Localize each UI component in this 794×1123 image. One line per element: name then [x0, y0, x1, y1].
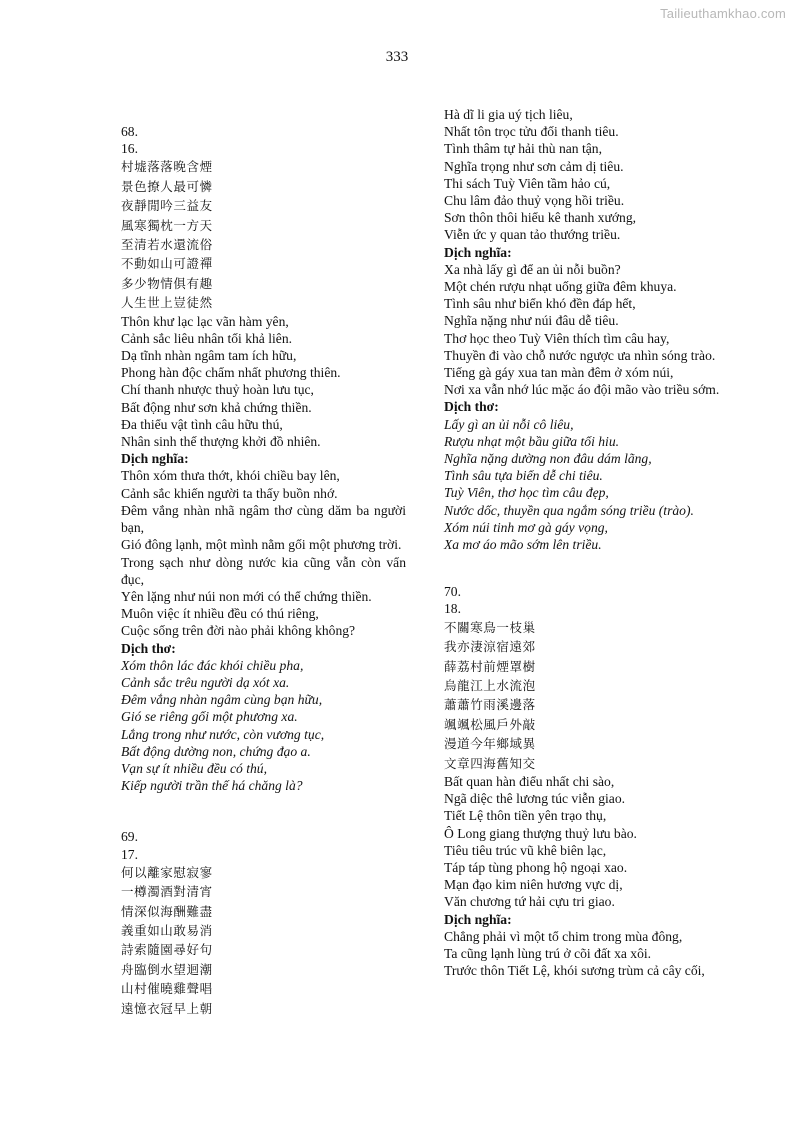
translation-line: Thuyền đi vào chỗ nước ngược ưa nhìn sóng trào. [444, 347, 716, 363]
transliteration-line: Chu lâm đảo thuỷ vọng hồi triều. [444, 193, 625, 209]
transliteration-line: Sơn thôn thôi hiểu kê thanh xướng, [444, 210, 637, 226]
han-verse-line: 何以離家慰寂寥 [121, 864, 213, 880]
section-heading: Dịch nghĩa: [121, 451, 189, 467]
transliteration-line: Yên lặng như núi non mới có thể chứng thiền. [121, 588, 372, 604]
transliteration-line: Ta cũng lạnh lùng trú ở cõi đất xa xôi. [444, 945, 652, 961]
page-number: 333 [385, 49, 409, 65]
section-heading: Dịch nghĩa: [444, 911, 512, 927]
translation-line: Nơi xa vẫn nhớ lúc mặc áo đội mão vào triều sớm. [444, 382, 720, 398]
transliteration-line: Thơ học theo Tuỳ Viên thích tìm câu hay, [444, 330, 670, 346]
transliteration-line: Nghĩa nặng như núi đâu dễ tiêu. [444, 313, 619, 329]
transliteration-line: Viễn ức y quan tảo thướng triều. [444, 227, 621, 243]
transliteration-line: Chẳng phải vì một tổ chim trong mùa đông, [444, 928, 683, 944]
translation-verse-line: Xóm núi tinh mơ gà gáy vọng, [444, 519, 608, 535]
transliteration-line: Ngã diệc thê lương túc viễn giao. [444, 791, 626, 807]
transliteration-line: Một chén rượu nhạt uống giữa đêm khuya. [444, 279, 677, 295]
translation-verse-line: Rượu nhạt một bầu giữa tối hiu. [444, 433, 620, 449]
translation-verse-line: Nước dốc, thuyền qua ngắm sóng triều (trào). [444, 502, 694, 518]
poem-number: 16. [121, 141, 138, 157]
transliteration-line: Tiêu tiêu trúc vũ khê biên lạc, [444, 842, 607, 858]
transliteration-line: Nghĩa trọng như sơn cảm dị tiêu. [444, 158, 624, 174]
poem-number: 18. [444, 601, 461, 617]
poem-number: 68. [121, 124, 138, 139]
transliteration-line: Cuộc sống trên đời nào phải không không? [121, 623, 356, 639]
section-heading: Dịch nghĩa: [444, 244, 512, 260]
translation-verse-line: Lấy gì an ủi nỗi cô liêu, [444, 416, 574, 432]
han-verse-line: 夜靜閒吟三益友 [121, 198, 213, 214]
right-column [444, 106, 729, 979]
translation-verse-line: Gió se riêng gối một phương xa. [121, 709, 298, 725]
han-verse-line: 詩索隨園尋好句 [121, 942, 213, 958]
han-verse-line: 文章四海舊知交 [444, 755, 536, 771]
translation-line: Đêm vắng nhàn nhã ngâm thơ cùng dăm ba người bạn, [121, 502, 406, 536]
transliteration-line: Thôn khư lạc lạc vãn hàm yên, [121, 313, 289, 329]
poem-number: 17. [121, 846, 138, 862]
han-verse-line: 多少物情俱有趣 [121, 275, 213, 291]
han-verse-line: 我亦淒涼宿遠郊 [444, 639, 536, 655]
translation-verse-line: Tuỳ Viên, thơ học tìm câu đẹp, [444, 485, 609, 501]
translation-line: Trước thôn Tiết Lệ, khói sương trùm cả cây cối, [444, 963, 705, 979]
han-verse-line: 一樽濁酒對清宵 [121, 884, 213, 900]
transliteration-line: Muôn việc ít nhiều đều có thú riêng, [121, 606, 319, 622]
transliteration-line: Mạn đạo kim niên hương vực dị, [444, 877, 623, 893]
translation-verse-line: Xa mơ áo mão sớm lên triều. [444, 537, 602, 553]
han-verse-line: 舟臨倒水望迴潮 [121, 961, 213, 977]
translation-line: Gió đông lạnh, một mình nằm gối một phương trời. [121, 537, 402, 553]
han-verse-line: 情深似海酬難盡 [121, 903, 213, 919]
section-gap [121, 794, 406, 828]
transliteration-line: Tình thâm tự hải thù nan tận, [444, 141, 603, 157]
translation-verse-line: Đêm vắng nhàn ngâm cùng bạn hữu, [121, 692, 323, 708]
han-verse-line: 村墟落落晚含煙 [121, 159, 213, 175]
translation-verse-line: Vạn sự ít nhiều đều có thú, [121, 760, 267, 776]
transliteration-line: Hà dĩ li gia uý tịch liêu, [444, 107, 573, 122]
translation-verse-line: Xóm thôn lác đác khói chiều pha, [121, 657, 304, 673]
han-verse-line: 義重如山敢易消 [121, 922, 213, 938]
translation-verse-line: Bất động dường non, chứng đạo a. [121, 743, 311, 759]
transliteration-line: Nhân sinh thế thượng khởi đồ nhiên. [121, 434, 321, 450]
transliteration-line: Phong hàn độc chẩm nhất phương thiên. [121, 365, 341, 381]
han-verse-line: 人生世上豈徒然 [121, 295, 213, 311]
transliteration-line: Nhất tôn trọc tửu đối thanh tiêu. [444, 124, 619, 140]
transliteration-line: Tiết Lệ thôn tiền yên trạo thụ, [444, 808, 607, 824]
transliteration-line: Dạ tĩnh nhàn ngâm tam ích hữu, [121, 348, 297, 364]
transliteration-line: Táp táp tùng phong hộ ngoại xao. [444, 859, 628, 875]
translation-verse-line: Cảnh sắc trêu người dạ xót xa. [121, 674, 290, 690]
han-verse-line: 漫道今年鄉域異 [444, 736, 536, 752]
watermark: Tailieuthamkhao.com [660, 6, 786, 21]
han-verse-line: 不關寒鳥一枝巢 [444, 619, 536, 635]
translation-verse-line: Tình sâu tựa biển dễ chi tiêu. [444, 468, 603, 484]
transliteration-line: Bất động như sơn khả chứng thiền. [121, 399, 312, 415]
transliteration-line: Thi sách Tuỳ Viên tầm hảo cú, [444, 175, 611, 191]
poem-number: 69. [121, 829, 138, 845]
transliteration-line: Xa nhà lấy gì để an ủi nỗi buồn? [444, 261, 621, 277]
transliteration-line: Bất quan hàn điểu nhất chi sào, [444, 773, 615, 789]
transliteration-line: Đa thiểu vật tình câu hữu thú, [121, 416, 283, 432]
han-verse-line: 至清若水還流俗 [121, 237, 213, 253]
han-verse-line: 烏龍江上水流泡 [444, 677, 536, 693]
han-verse-line: 遠憶衣冠早上朝 [121, 1000, 213, 1016]
left-column [121, 123, 406, 1018]
han-verse-line: 薛荔村前煙罩樹 [444, 658, 536, 674]
transliteration-line: Chí thanh nhược thuỷ hoàn lưu tục, [121, 382, 314, 398]
han-verse-line: 景色撩人最可憐 [121, 178, 213, 194]
translation-verse-line: Lắng trong như nước, còn vương tục, [121, 726, 325, 742]
section-gap [444, 553, 729, 583]
transliteration-line: Thôn xóm thưa thớt, khói chiều bay lên, [121, 468, 340, 484]
transliteration-line: Văn chương tứ hải cựu tri giao. [444, 894, 615, 910]
translation-line: Trong sạch như dòng nước kia cũng vẫn còn vẩn đục, [121, 554, 406, 587]
translation-verse-line: Nghĩa nặng dường non đâu dám lãng, [444, 451, 652, 467]
poem-number: 70. [444, 584, 461, 600]
han-verse-line: 颯颯松風戶外敲 [444, 716, 536, 732]
transliteration-line: Ô Long giang thượng thuỷ lưu bào. [444, 825, 637, 841]
section-heading: Dịch thơ: [444, 399, 499, 415]
transliteration-line: Cảnh sắc liêu nhân tối khả liên. [121, 330, 293, 346]
transliteration-line: Tiếng gà gáy xua tan màn đêm ở xóm núi, [444, 365, 674, 381]
han-verse-line: 山村催曉雞聲唱 [121, 981, 213, 997]
translation-verse-line: Kiếp người trần thế há chăng là? [121, 778, 303, 794]
han-verse-line: 不動如山可證禪 [121, 256, 213, 272]
han-verse-line: 蕭蕭竹雨溪邊落 [444, 697, 536, 713]
transliteration-line: Cảnh sắc khiến người ta thấy buồn nhớ. [121, 485, 338, 501]
section-heading: Dịch thơ: [121, 640, 176, 656]
han-verse-line: 風寒獨枕一方天 [121, 217, 213, 233]
transliteration-line: Tình sâu như biển khó đền đáp hết, [444, 296, 636, 312]
